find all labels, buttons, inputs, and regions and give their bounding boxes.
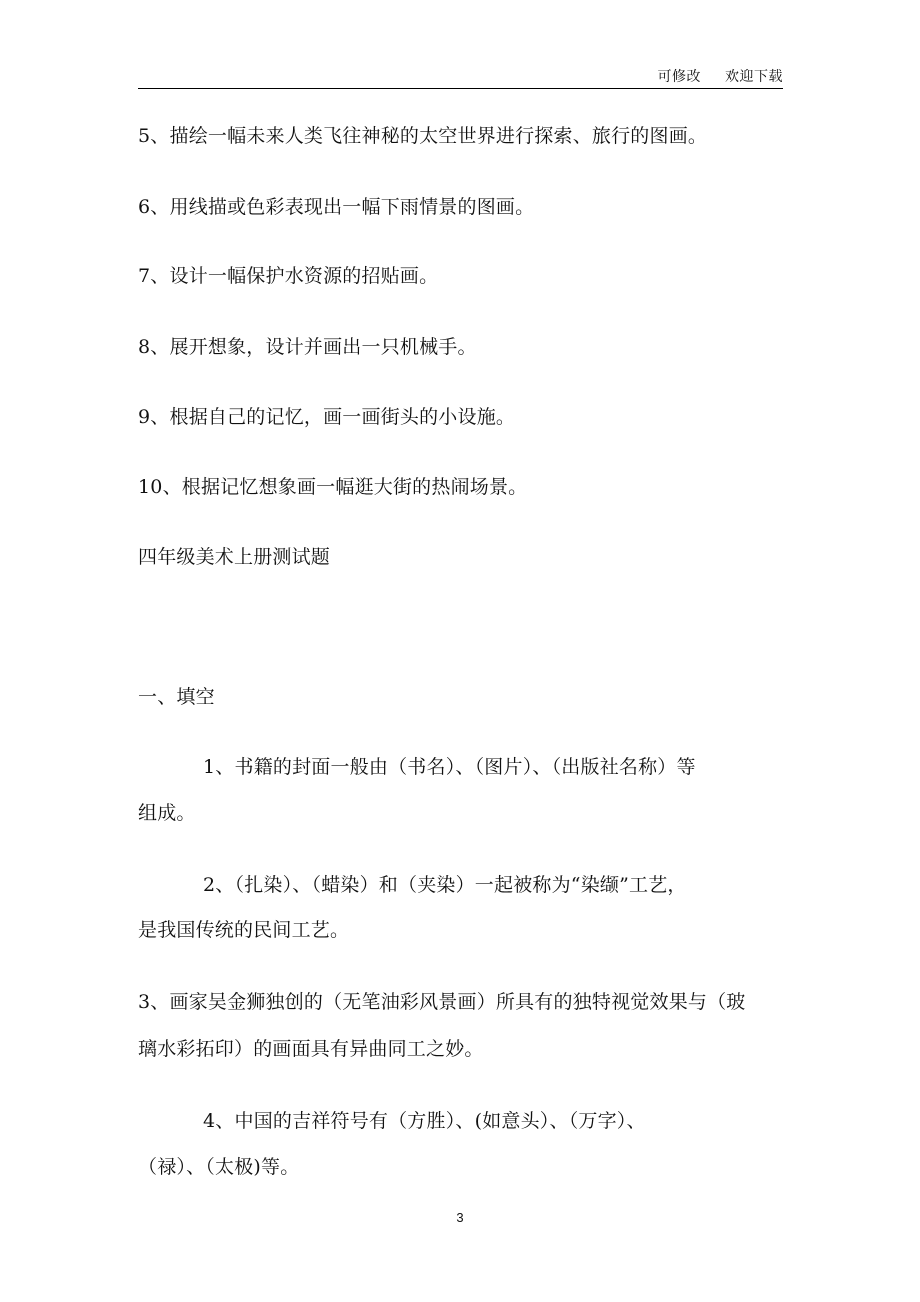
question-4-line-2: （禄）、（太极)等。 [138, 1156, 300, 1178]
section-title: 四年级美术上册测试题 [138, 546, 331, 568]
question-3-line-2: 璃水彩拓印）的画面具有异曲同工之妙。 [138, 1038, 484, 1060]
header-download-label: 欢迎下载 [725, 69, 783, 85]
question-4-line-1: 4、中国的吉祥符号有（方胜）、(如意头）、（万字）、 [203, 1110, 646, 1132]
question-2-line-2: 是我国传统的民间工艺。 [138, 919, 350, 941]
item-7: 7、设计一幅保护水资源的招贴画。 [138, 265, 439, 287]
question-3-line-1: 3、画家吴金狮独创的（无笔油彩风景画）所具有的独特视觉效果与（玻 [138, 991, 746, 1013]
question-2-line-1: 2、（扎染）、（蜡染）和（夹染）一起被称为“染缬”工艺， [203, 874, 687, 896]
question-1-line-2: 组成。 [138, 802, 196, 824]
item-10: 10、根据记忆想象画一幅逛大街的热闹场景。 [138, 476, 528, 498]
item-5: 5、描绘一幅未来人类飞往神秘的太空世界进行探索、旅行的图画。 [138, 125, 708, 147]
item-9: 9、根据自己的记忆，画一画街头的小设施。 [138, 406, 516, 428]
page-number: 3 [456, 1210, 464, 1225]
page-header [138, 62, 783, 89]
question-1-line-1: 1、书籍的封面一般由（书名）、（图片）、（出版社名称）等 [203, 756, 696, 778]
item-8: 8、展开想象，设计并画出一只机械手。 [138, 336, 477, 358]
header-editable-label: 可修改 [657, 69, 701, 85]
header-text [658, 66, 784, 86]
item-6: 6、用线描或色彩表现出一幅下雨情景的图画。 [138, 196, 535, 218]
fill-blank-heading: 一、填空 [138, 686, 215, 708]
